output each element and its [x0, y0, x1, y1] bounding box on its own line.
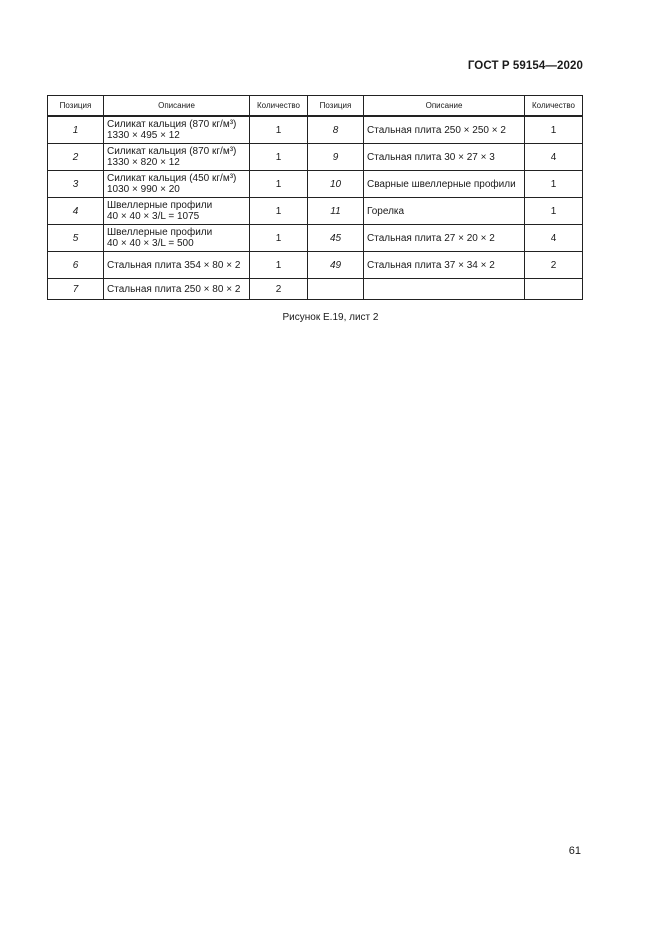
table-row	[48, 252, 583, 279]
position-cell: 10	[308, 171, 364, 198]
table-header-row	[48, 96, 583, 117]
position-cell: 4	[48, 198, 104, 225]
quantity-cell: 1	[525, 198, 583, 225]
figure-caption: Рисунок Е.19, лист 2	[282, 312, 379, 323]
description-cell	[104, 225, 250, 252]
page-number: 61	[568, 845, 581, 857]
description-text: Швеллерные профили 40 × 40 × 3/L = 1075	[107, 200, 213, 222]
quantity-cell: 1	[250, 116, 308, 144]
table-row	[48, 171, 583, 198]
parts-table	[47, 95, 583, 300]
header-description: Описание	[104, 96, 250, 117]
quantity-cell: 4	[525, 225, 583, 252]
quantity-cell: 1	[525, 171, 583, 198]
quantity-cell: 1	[250, 198, 308, 225]
description-cell	[104, 171, 250, 198]
header-position: Позиция	[308, 96, 364, 117]
position-cell: 1	[48, 116, 104, 144]
table-row	[48, 198, 583, 225]
position-cell	[308, 279, 364, 300]
position-cell: 2	[48, 144, 104, 171]
header-quantity: Количество	[525, 96, 583, 117]
quantity-cell	[525, 279, 583, 300]
table-row	[48, 144, 583, 171]
description-text: Швеллерные профили 40 × 40 × 3/L = 500	[107, 227, 213, 249]
header-quantity: Количество	[250, 96, 308, 117]
description-cell: Стальная плита 30 × 27 × 3	[364, 144, 525, 171]
table-row	[48, 279, 583, 300]
document-code: ГОСТ Р 59154—2020	[467, 60, 583, 72]
quantity-cell: 1	[250, 225, 308, 252]
description-cell: Горелка	[364, 198, 525, 225]
position-cell: 49	[308, 252, 364, 279]
description-cell	[104, 198, 250, 225]
position-cell: 3	[48, 171, 104, 198]
position-cell: 6	[48, 252, 104, 279]
position-cell: 11	[308, 198, 364, 225]
description-cell: Сварные швеллерные профили	[364, 171, 525, 198]
description-cell: Стальная плита 27 × 20 × 2	[364, 225, 525, 252]
description-cell: Стальная плита 250 × 250 × 2	[364, 116, 525, 144]
table-row	[48, 116, 583, 144]
header-position: Позиция	[48, 96, 104, 117]
description-text: Силикат кальция (870 кг/м³) 1330 × 495 × 12	[107, 119, 237, 141]
table-row	[48, 225, 583, 252]
position-cell: 9	[308, 144, 364, 171]
position-cell: 7	[48, 279, 104, 300]
description-cell	[104, 144, 250, 171]
description-cell: Стальная плита 354 × 80 × 2	[104, 252, 250, 279]
quantity-cell: 2	[250, 279, 308, 300]
description-text: Силикат кальция (870 кг/м³) 1330 × 820 × 12	[107, 146, 237, 168]
position-cell: 8	[308, 116, 364, 144]
quantity-cell: 1	[250, 171, 308, 198]
description-cell	[364, 279, 525, 300]
description-cell	[104, 116, 250, 144]
position-cell: 45	[308, 225, 364, 252]
description-cell: Стальная плита 37 × 34 × 2	[364, 252, 525, 279]
header-description: Описание	[364, 96, 525, 117]
quantity-cell: 1	[250, 144, 308, 171]
quantity-cell: 4	[525, 144, 583, 171]
quantity-cell: 1	[525, 116, 583, 144]
quantity-cell: 1	[250, 252, 308, 279]
description-cell: Стальная плита 250 × 80 × 2	[104, 279, 250, 300]
description-text: Силикат кальция (450 кг/м³) 1030 × 990 × 20	[107, 173, 237, 195]
position-cell: 5	[48, 225, 104, 252]
quantity-cell: 2	[525, 252, 583, 279]
